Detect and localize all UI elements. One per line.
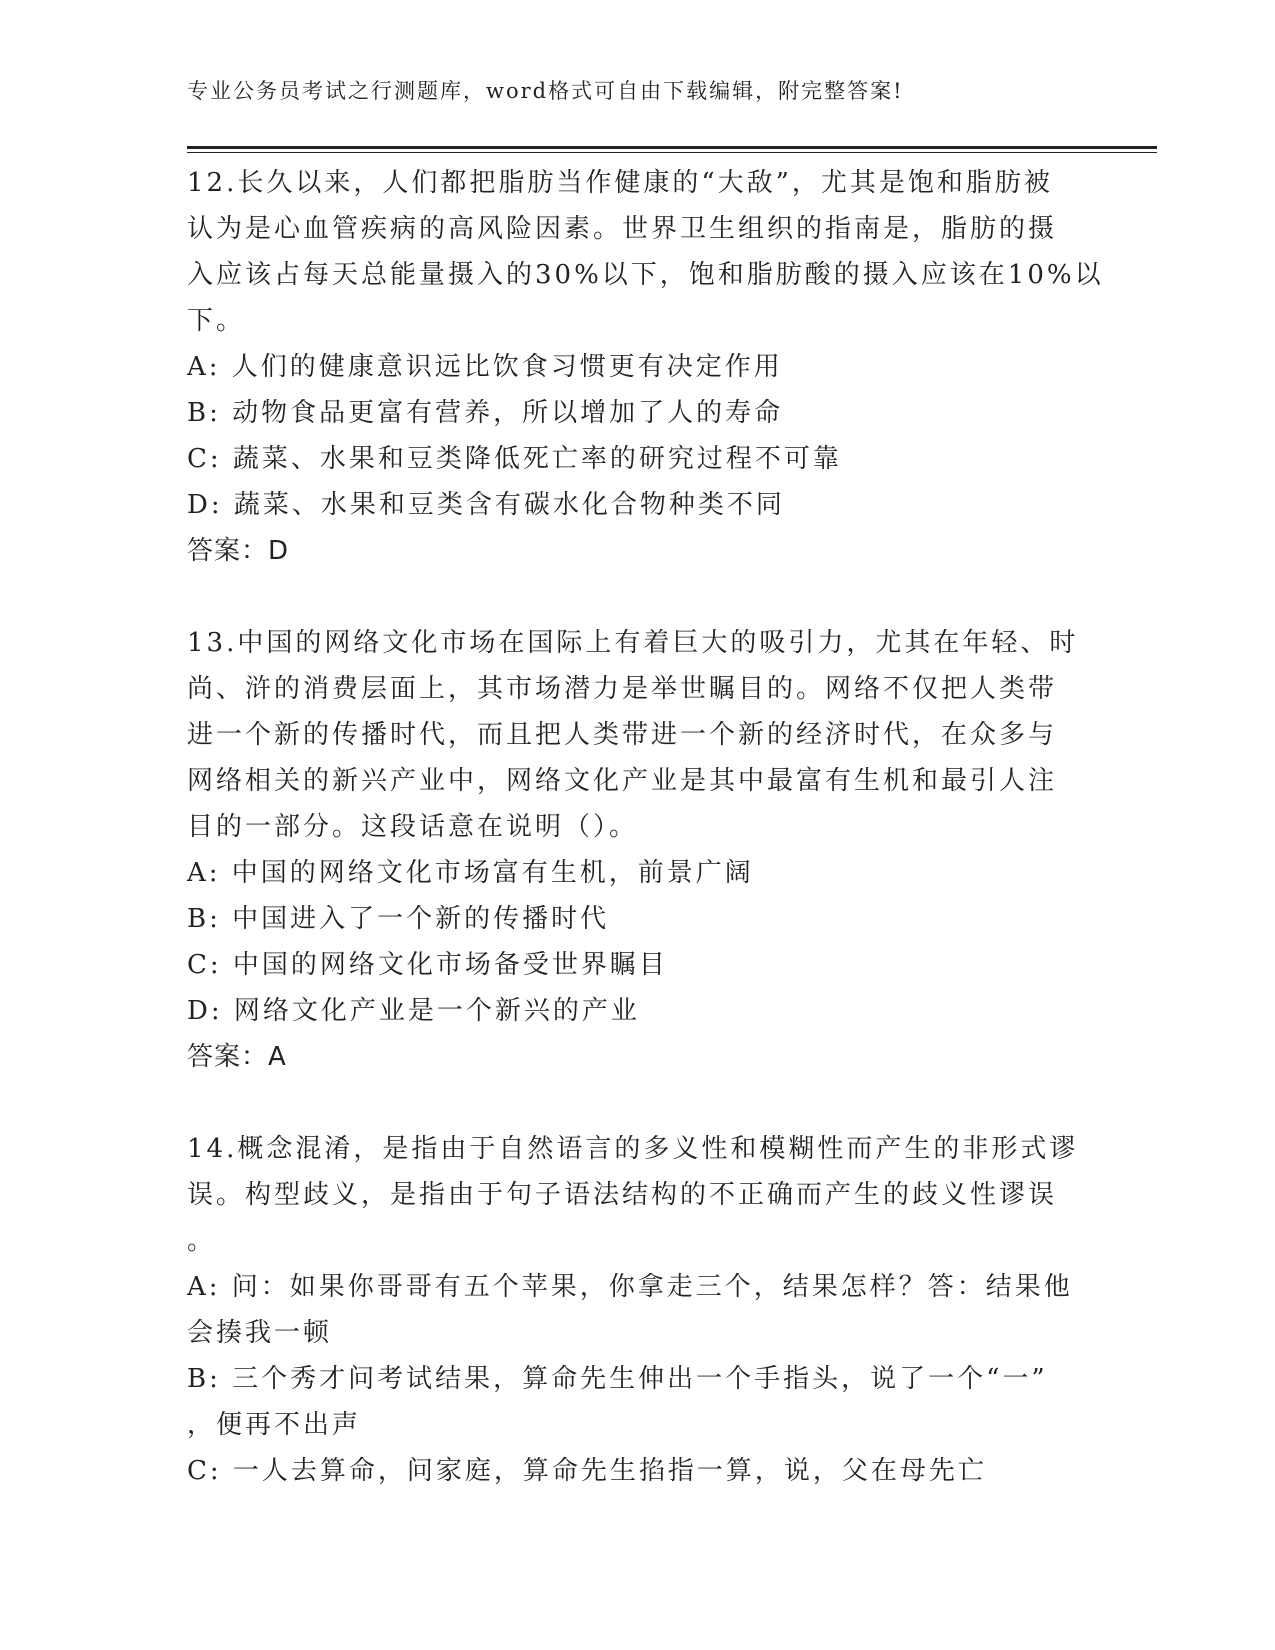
- spacer: [187, 574, 1087, 620]
- option-b-continued: ，便再不出声: [187, 1410, 362, 1440]
- header-rule-thick: [187, 146, 1157, 149]
- answer-label: 答案：A: [187, 1042, 287, 1072]
- page-header: 专业公务员考试之行测题库，word格式可自由下载编辑，附完整答案!: [187, 79, 904, 103]
- question-stem-line: 误。构型歧义，是指由于句子语法结构的不正确而产生的歧义性谬误: [187, 1180, 1058, 1210]
- question-14: [187, 1126, 1087, 1494]
- option-c: C: 一人去算命，问家庭，算命先生掐指一算，说，父在母先亡: [187, 1456, 987, 1486]
- question-stem-line: 。: [187, 1226, 217, 1256]
- answer-label: 答案：D: [187, 536, 290, 566]
- option-a: A: 中国的网络文化市场富有生机，前景广阔: [187, 858, 754, 888]
- option-a-continued: 会揍我一顿: [187, 1318, 333, 1348]
- spacer: [187, 1080, 1087, 1126]
- question-stem-line: 12.长久以来，人们都把脂肪当作健康的“大敌”，尤其是饱和脂肪被: [187, 168, 1053, 198]
- option-d: D: 蔬菜、水果和豆类含有碳水化合物种类不同: [187, 490, 785, 520]
- option-b: B: 三个秀才问考试结果，算命先生伸出一个手指头，说了一个“一”: [187, 1364, 1048, 1394]
- question-stem-line: 14.概念混淆，是指由于自然语言的多义性和模糊性而产生的非形式谬: [187, 1134, 1079, 1164]
- question-list: [187, 160, 1104, 1494]
- question-12: [187, 160, 1104, 574]
- option-d: D: 网络文化产业是一个新兴的产业: [187, 996, 640, 1026]
- option-a: A: 问：如果你哥哥有五个苹果，你拿走三个，结果怎样？答：结果他: [187, 1272, 1073, 1302]
- question-13: [187, 620, 1087, 1080]
- question-stem-line: 尚、浒的消费层面上，其市场潜力是举世瞩目的。网络不仅把人类带: [187, 674, 1058, 704]
- question-stem-line: 进一个新的传播时代，而且把人类带进一个新的经济时代，在众多与: [187, 720, 1058, 750]
- question-stem-line: 网络相关的新兴产业中，网络文化产业是其中最富有生机和最引人注: [187, 766, 1058, 796]
- question-stem-line: 入应该占每天总能量摄入的30%以下，饱和脂肪酸的摄入应该在10%以: [187, 260, 1104, 290]
- header-rule-thin: [187, 152, 1157, 153]
- option-b: B: 动物食品更富有营养，所以增加了人的寿命: [187, 398, 784, 428]
- option-c: C: 蔬菜、水果和豆类降低死亡率的研究过程不可靠: [187, 444, 842, 474]
- question-stem-line: 认为是心血管疾病的高风险因素。世界卫生组织的指南是，脂肪的摄: [187, 214, 1058, 244]
- question-stem-line: 13.中国的网络文化市场在国际上有着巨大的吸引力，尤其在年轻、时: [187, 628, 1079, 658]
- option-b: B: 中国进入了一个新的传播时代: [187, 904, 610, 934]
- option-a: A: 人们的健康意识远比饮食习惯更有决定作用: [187, 352, 783, 382]
- question-stem-line: 目的一部分。这段话意在说明（）。: [187, 812, 639, 842]
- question-stem-line: 下。: [187, 306, 246, 336]
- option-c: C: 中国的网络文化市场备受世界瞩目: [187, 950, 668, 980]
